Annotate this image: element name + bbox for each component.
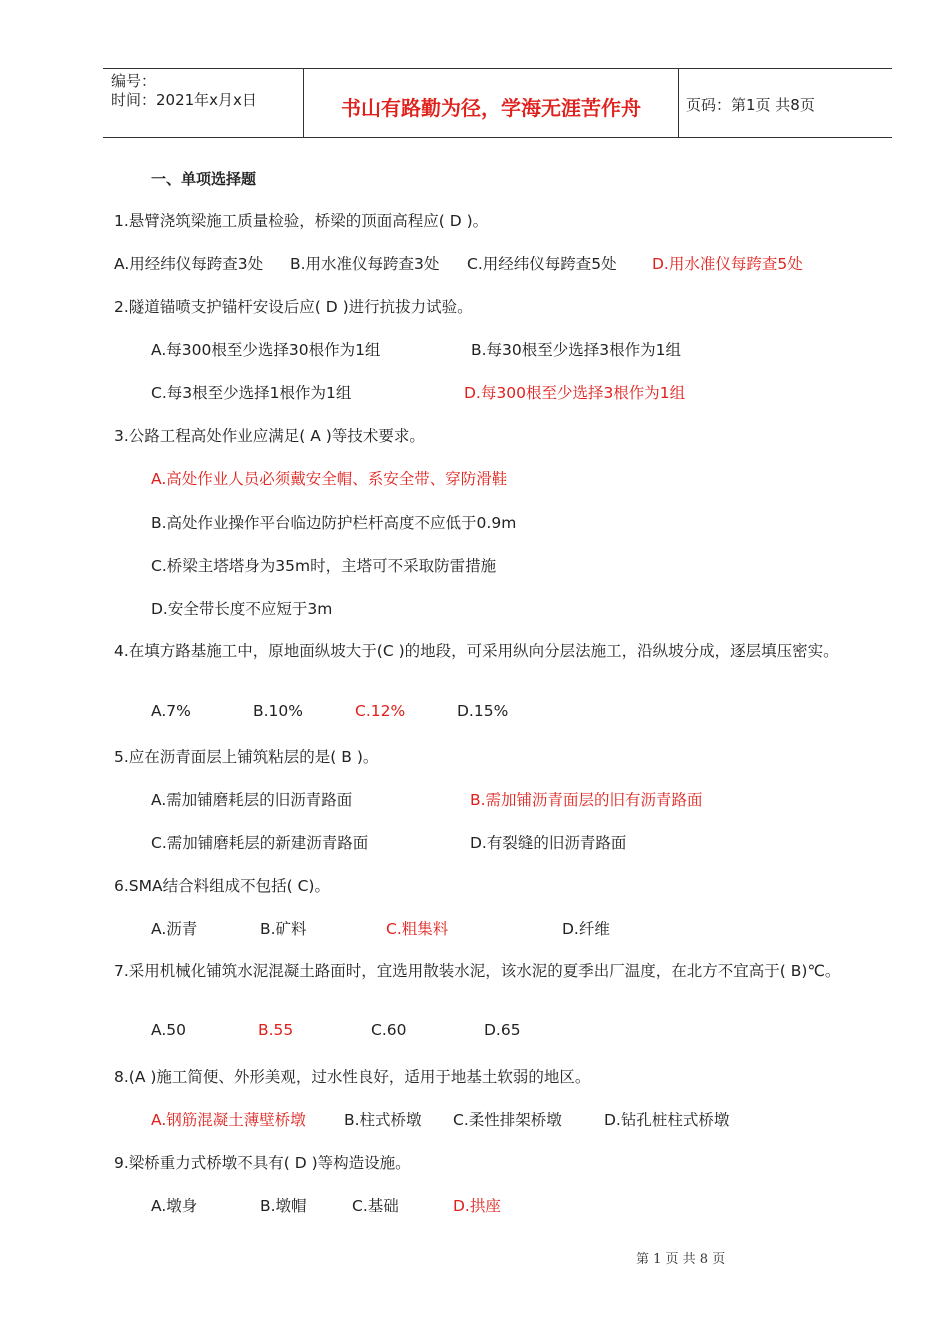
page-footer: 第 1 页 共 8 页	[636, 1252, 726, 1267]
option-a: A.需加铺磨耗层的旧沥青路面	[151, 791, 353, 809]
question-2-options-row2	[151, 381, 851, 403]
option-c: C.基础	[352, 1197, 399, 1215]
option-a: A.用经纬仪每跨查3处	[114, 255, 264, 273]
option-a: A.7%	[151, 702, 191, 720]
question-8-stem: 8.(A )施工简便、外形美观，过水性良好，适用于地基土软弱的地区。	[114, 1068, 591, 1086]
option-b-correct: B.需加铺沥青面层的旧有沥青路面	[470, 791, 703, 809]
question-5-stem: 5.应在沥青面层上铺筑粘层的是( B )。	[114, 748, 379, 766]
option-a: A.沥青	[151, 920, 198, 938]
question-1-options	[114, 252, 914, 274]
option-a: A.每300根至少选择30根作为1组	[151, 341, 381, 359]
option-d-correct: D.每300根至少选择3根作为1组	[464, 384, 686, 402]
question-3-option-d: D.安全带长度不应短于3m	[151, 600, 333, 618]
option-d: D.65	[484, 1021, 521, 1039]
question-5-options-row2	[151, 831, 851, 853]
option-c-correct: C.12%	[355, 702, 406, 720]
option-b: B.矿料	[260, 920, 307, 938]
option-b: B.10%	[253, 702, 304, 720]
question-7-options	[151, 1021, 651, 1043]
header-divider-right	[678, 69, 679, 137]
question-6-stem: 6.SMA结合料组成不包括( C)。	[114, 877, 330, 895]
header-motto: 书山有路勤为径，学海无涯苦作舟	[341, 96, 641, 120]
document-header	[103, 68, 892, 138]
option-c: C.60	[371, 1021, 407, 1039]
option-c: C.柔性排架桥墩	[453, 1111, 562, 1129]
question-4-options	[151, 702, 651, 724]
option-a: A.50	[151, 1021, 186, 1039]
option-d: D.15%	[457, 702, 509, 720]
option-c: C.用经纬仪每跨查5处	[467, 255, 617, 273]
option-b: B.柱式桥墩	[344, 1111, 422, 1129]
question-2-stem: 2.隧道锚喷支护锚杆安设后应( D )进行抗拔力试验。	[114, 298, 473, 316]
option-b-correct: B.55	[258, 1021, 294, 1039]
option-d: D.有裂缝的旧沥青路面	[470, 834, 627, 852]
header-meta	[111, 72, 257, 110]
question-6-options	[151, 917, 751, 939]
question-3-stem: 3.公路工程高处作业应满足( A )等技术要求。	[114, 427, 425, 445]
option-a-correct: A.钢筋混凝土薄壁桥墩	[151, 1111, 306, 1129]
option-c-correct: C.粗集料	[386, 920, 449, 938]
option-d-correct: D.拱座	[453, 1197, 501, 1215]
question-8-options	[151, 1108, 851, 1130]
question-9-options	[151, 1194, 651, 1216]
question-3-option-b: B.高处作业操作平台临边防护栏杆高度不应低于0.9m	[151, 514, 517, 532]
number-label: 编号：	[111, 72, 157, 90]
question-9-stem: 9.梁桥重力式桥墩不具有( D )等构造设施。	[114, 1154, 411, 1172]
question-2-options-row1	[151, 338, 851, 360]
option-d-correct: D.用水准仪每跨查5处	[652, 255, 803, 273]
option-d: D.钻孔桩柱式桥墩	[604, 1111, 730, 1129]
option-b: B.每30根至少选择3根作为1组	[471, 341, 682, 359]
option-b: B.用水准仪每跨查3处	[290, 255, 440, 273]
question-3-option-c: C.桥梁主塔塔身为35m时，主塔可不采取防雷措施	[151, 557, 497, 575]
section-title: 一、单项选择题	[151, 170, 257, 188]
question-3-option-a-correct: A.高处作业人员必须戴安全帽、系安全带、穿防滑鞋	[151, 470, 508, 488]
option-b: B.墩帽	[260, 1197, 307, 1215]
option-d: D.纤维	[562, 920, 610, 938]
question-1-stem: 1.悬臂浇筑梁施工质量检验，桥梁的顶面高程应( D )。	[114, 212, 489, 230]
question-7-stem: 7.采用机械化铺筑水泥混凝土路面时，宜选用散装水泥，该水泥的夏季出厂温度，在北方不宜高于( B)℃。	[114, 962, 841, 980]
question-5-options-row1	[151, 788, 851, 810]
header-page-info: 页码：第1页 共8页	[686, 96, 815, 114]
question-4-stem: 4.在填方路基施工中，原地面纵坡大于(C )的地段，可采用纵向分层法施工，沿纵坡分成，逐层填压密实。	[114, 642, 839, 660]
option-a: A.墩身	[151, 1197, 198, 1215]
time-label: 时间：2021年x月x日	[111, 91, 257, 109]
option-c: C.需加铺磨耗层的新建沥青路面	[151, 834, 369, 852]
option-c: C.每3根至少选择1根作为1组	[151, 384, 352, 402]
